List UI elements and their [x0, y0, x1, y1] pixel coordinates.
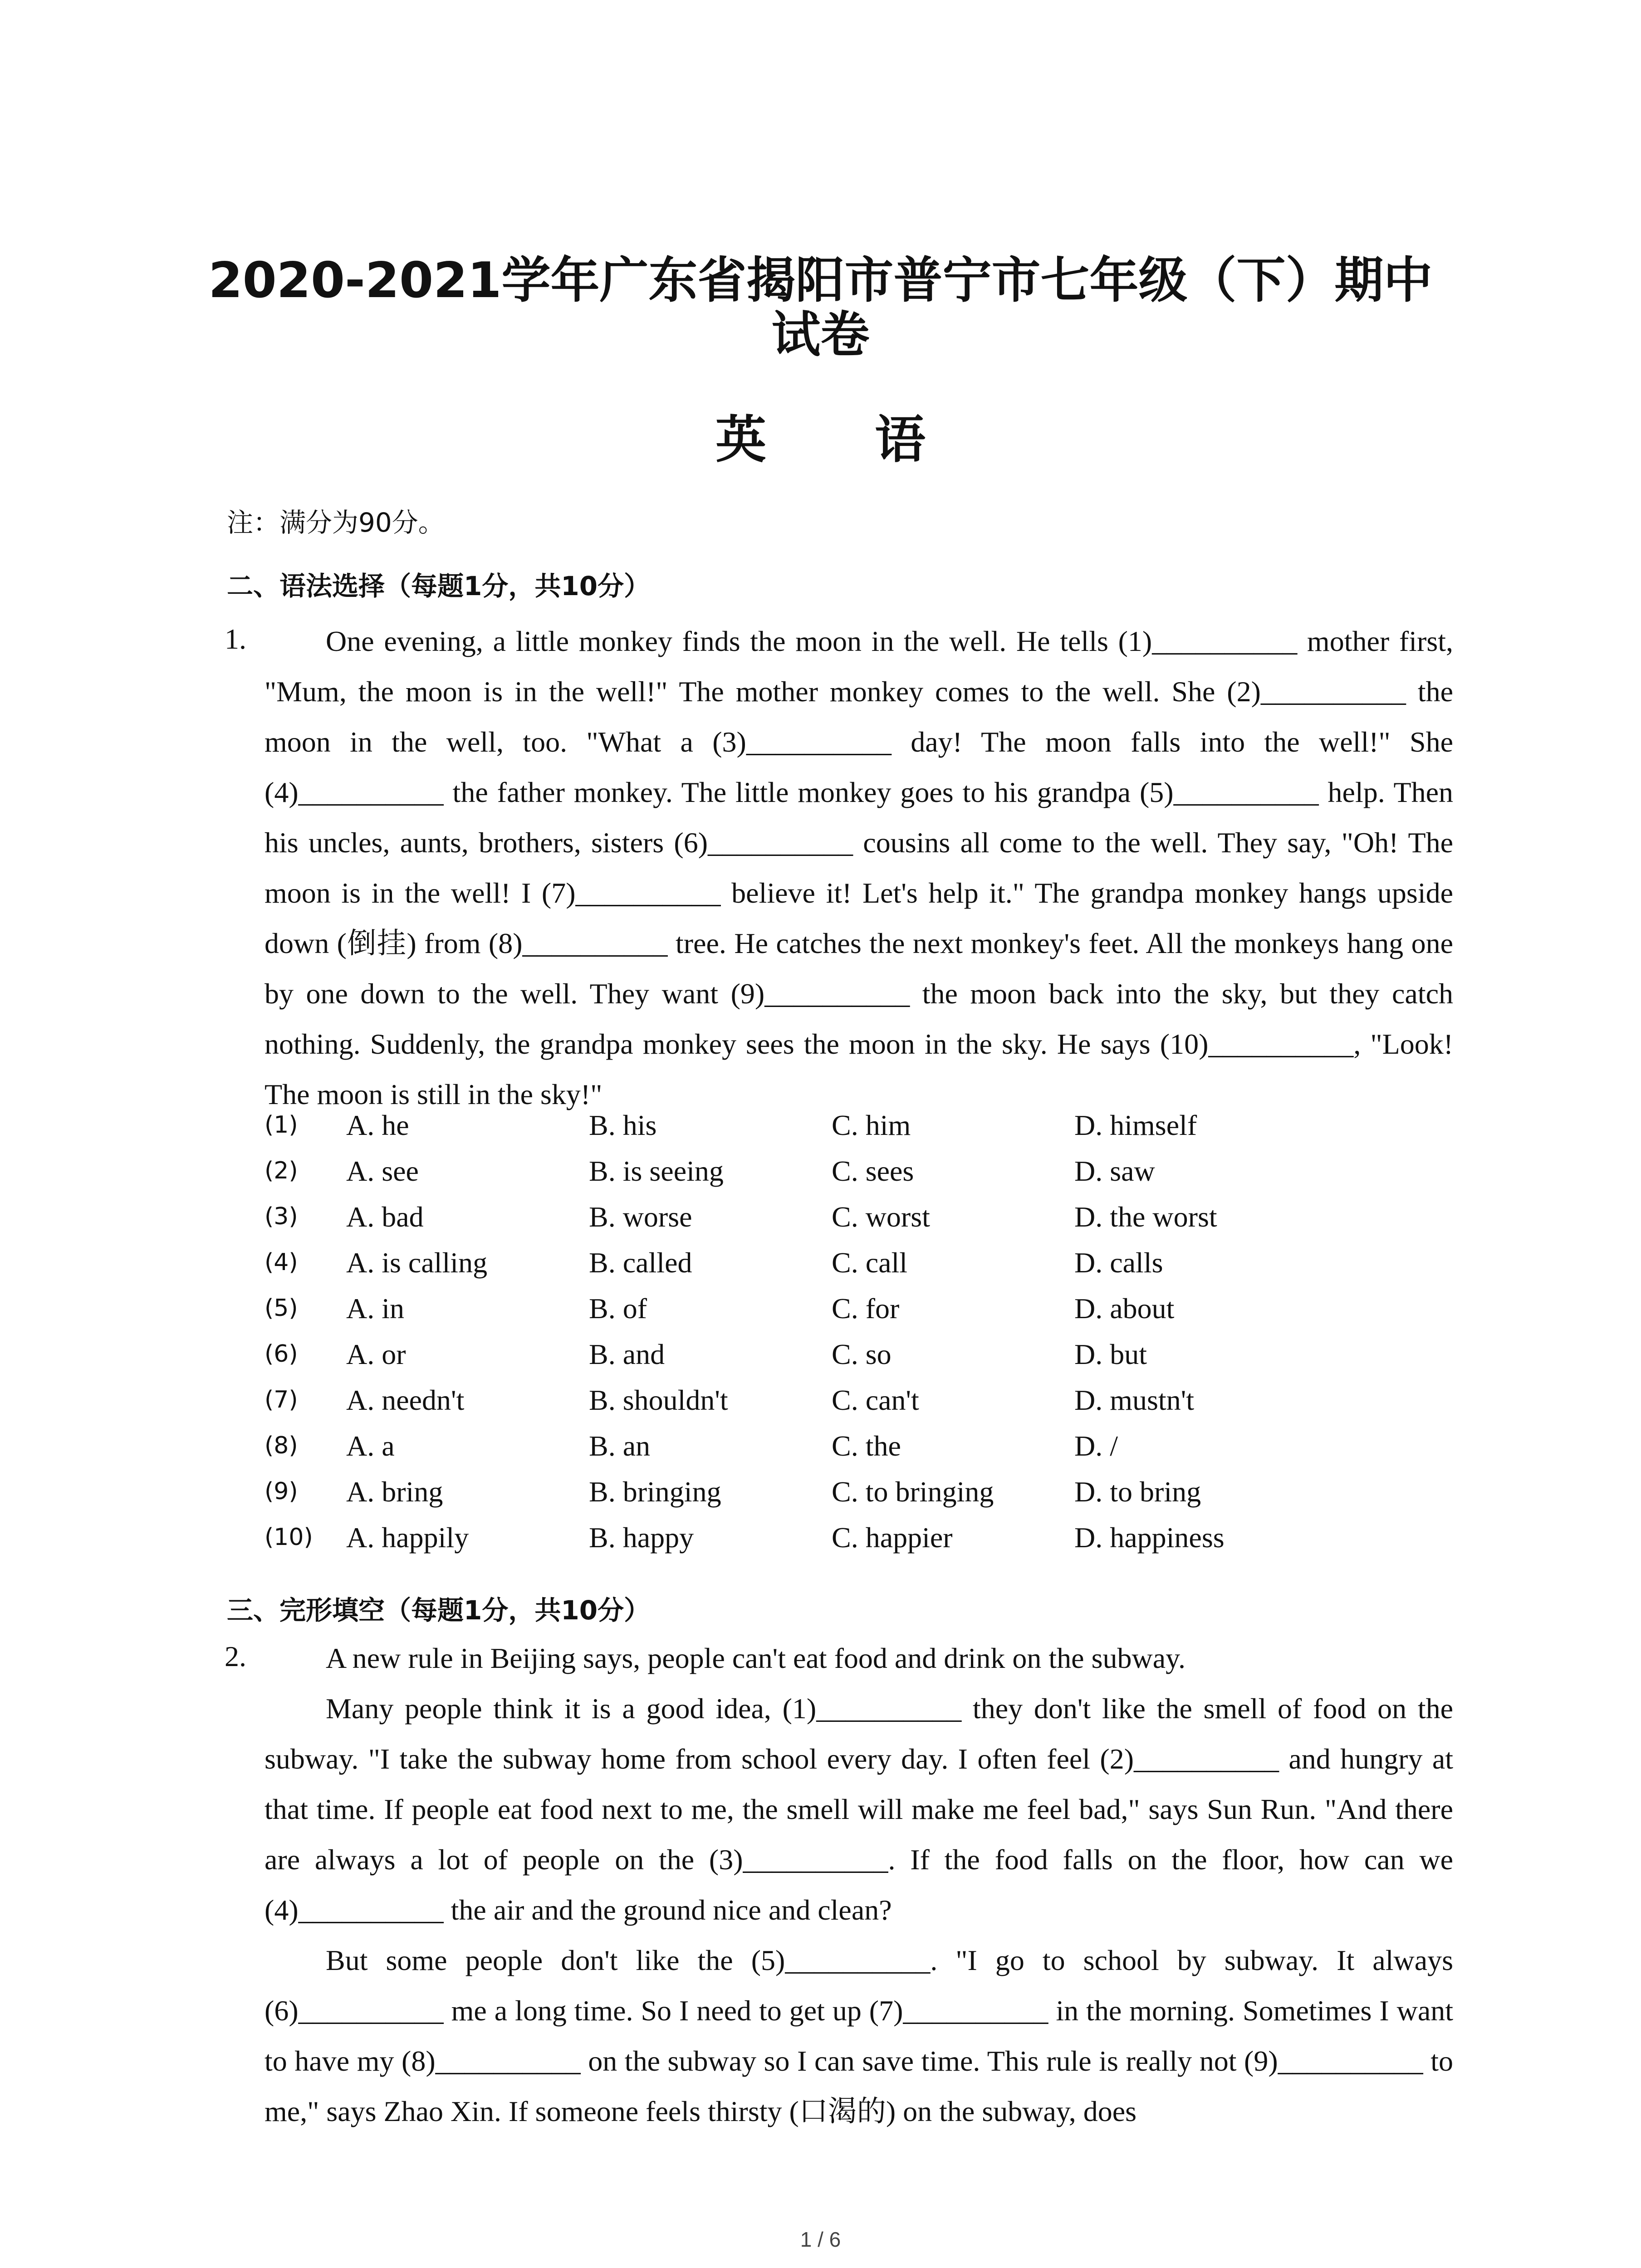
option-row — [265, 1515, 1444, 1560]
option-b: B. worse — [589, 1201, 692, 1233]
option-row — [265, 1240, 1444, 1286]
option-number: (4) — [265, 1249, 298, 1276]
option-row — [265, 1331, 1444, 1377]
subject-title: 英 语 — [715, 410, 971, 469]
option-d: D. himself — [1074, 1109, 1197, 1141]
option-c: C. so — [832, 1338, 892, 1370]
option-c: C. can't — [832, 1384, 919, 1416]
option-d: D. mustn't — [1074, 1384, 1194, 1416]
option-number: (1) — [265, 1111, 298, 1139]
option-a: A. bring — [346, 1476, 443, 1508]
option-d: D. the worst — [1074, 1201, 1217, 1233]
option-number: (2) — [265, 1157, 298, 1184]
option-a: A. in — [346, 1292, 404, 1325]
page-number: 1 / 6 — [800, 2228, 841, 2251]
cloze-paragraph: Many people think it is a good idea, (1)__________ they don't like the smell of food on the subway. "I take the subway home from school every day. I often feel (2)__________ and hungry at that time. If people eat food next to me, the smell will make me feel bad," says Sun Run. "And there are always a lot of people on the (3)__________. If the food falls on the floor, how can we (4)__________ the air and the ground nice and clean? — [265, 1692, 1453, 1926]
cloze-paragraph: A new rule in Beijing says, people can't eat food and drink on the subway. — [326, 1642, 1185, 1674]
option-b: B. happy — [589, 1521, 694, 1554]
option-c: C. to bringing — [832, 1476, 994, 1508]
option-row — [265, 1102, 1444, 1148]
option-d: D. about — [1074, 1292, 1175, 1325]
option-d: D. / — [1074, 1430, 1118, 1462]
option-number: (8) — [265, 1432, 298, 1459]
option-a: A. he — [346, 1109, 409, 1141]
option-d: D. but — [1074, 1338, 1147, 1370]
option-a: A. needn't — [346, 1384, 465, 1416]
exam-title-line1: 2020-2021学年广东省揭阳市普宁市七年级（下）期中 — [208, 252, 1433, 309]
option-b: B. of — [589, 1292, 647, 1325]
option-a: A. or — [346, 1338, 406, 1370]
option-d: D. happiness — [1074, 1521, 1225, 1554]
cloze-paragraph: But some people don't like the (5)__________. "I go to school by subway. It always (6)__________ me a long time. So I need to get up (7)__________ in the morning. Sometimes I want to have my (8)__________ on the subway so I can save time. This rule is really not (9)__________ to me," says Zhao Xin. If someone feels thirsty (口渴的) on the subway, does — [265, 1944, 1453, 2127]
option-a: A. a — [346, 1430, 395, 1462]
option-number: (10) — [265, 1524, 313, 1551]
option-row — [265, 1423, 1444, 1469]
option-number: (5) — [265, 1295, 298, 1322]
option-b: B. is seeing — [589, 1155, 724, 1187]
section-cloze-heading: 三、完形填空（每题1分，共10分） — [227, 1595, 651, 1626]
grammar-options — [265, 1102, 1444, 1560]
grammar-passage: One evening, a little monkey finds the moon in the well. He tells (1)__________ mother first, "Mum, the moon is in the well!" The mother monkey comes to the well. She (2)__________ the moon in the well, too. "What a (3)__________ day! The moon falls into the well!" She (4)__________ the father monkey. The little monkey goes to his grandpa (5)__________ help. Then his uncles, aunts, brothers, sisters (6)__________ cousins all come to the well. They say, "Oh! The moon is in the well! I (7)__________ believe it! Let's help it." The grandpa monkey hangs upside down (倒挂) from (8)__________ tree. He catches the next monkey's feet. All the monkeys hang one by one down to the well. They want (9)__________ the moon back into the sky, but they catch nothing. Suddenly, the grandpa monkey sees the moon in the sky. He says (10)__________, "Look! The moon is still in the sky!" — [265, 625, 1453, 1110]
option-c: C. for — [832, 1292, 900, 1325]
option-a: A. happily — [346, 1521, 469, 1554]
option-d: D. calls — [1074, 1246, 1163, 1279]
option-row — [265, 1286, 1444, 1331]
option-b: B. shouldn't — [589, 1384, 728, 1416]
option-row — [265, 1469, 1444, 1515]
option-row — [265, 1194, 1444, 1240]
option-b: B. his — [589, 1109, 657, 1141]
cloze-passage — [265, 1633, 1453, 2136]
option-c: C. call — [832, 1246, 908, 1279]
option-a: A. is calling — [346, 1246, 488, 1279]
option-b: B. called — [589, 1246, 692, 1279]
option-c: C. the — [832, 1430, 901, 1462]
option-row — [265, 1148, 1444, 1194]
option-number: (7) — [265, 1386, 298, 1413]
option-c: C. him — [832, 1109, 911, 1141]
option-number: (3) — [265, 1203, 298, 1230]
exam-title-line2: 试卷 — [771, 307, 870, 363]
option-number: (9) — [265, 1478, 298, 1505]
option-c: C. worst — [832, 1201, 930, 1233]
option-a: A. bad — [346, 1201, 424, 1233]
option-number: (6) — [265, 1340, 298, 1368]
option-b: B. bringing — [589, 1476, 721, 1508]
question-number: 2. — [225, 1640, 246, 1672]
option-a: A. see — [346, 1155, 419, 1187]
option-row — [265, 1377, 1444, 1423]
option-d: D. to bring — [1074, 1476, 1201, 1508]
option-b: B. an — [589, 1430, 651, 1462]
question-number: 1. — [225, 623, 246, 655]
option-b: B. and — [589, 1338, 665, 1370]
option-c: C. sees — [832, 1155, 914, 1187]
score-note: 注：满分为90分。 — [227, 507, 445, 538]
section-grammar-heading: 二、语法选择（每题1分，共10分） — [227, 571, 651, 601]
option-c: C. happier — [832, 1521, 953, 1554]
option-d: D. saw — [1074, 1155, 1155, 1187]
